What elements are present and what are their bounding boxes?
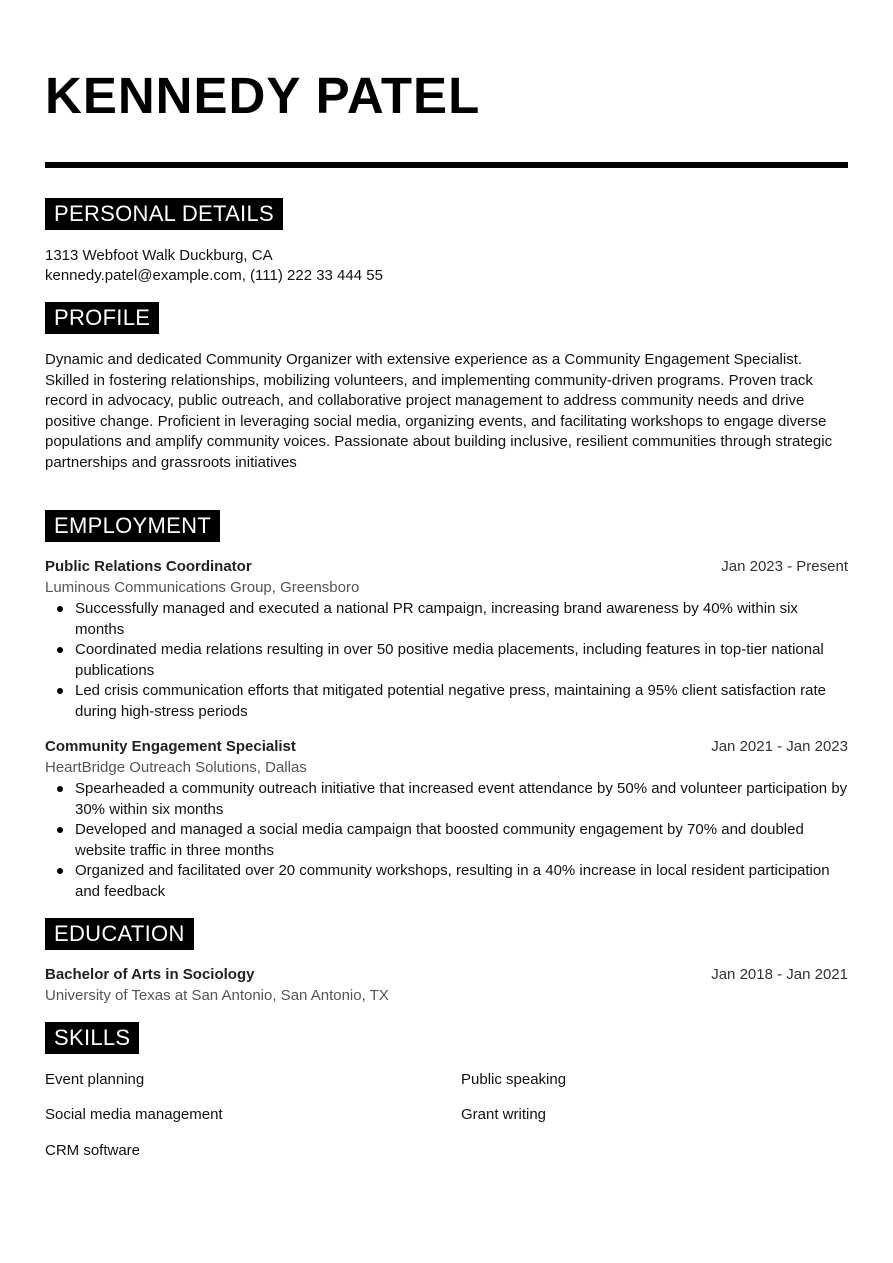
section-title-employment: EMPLOYMENT (45, 510, 220, 542)
section-title-profile: PROFILE (45, 302, 159, 334)
list-item: Spearheaded a community outreach initiative that increased event attendance by 50% and volunteer participation by 30% within six months (45, 779, 848, 820)
candidate-name: KENNEDY PATEL (45, 67, 481, 124)
job-title: Community Engagement Specialist (45, 738, 296, 755)
address-text: 1313 Webfoot Walk Duckburg, CA (45, 247, 273, 264)
skill-item: Public speaking (461, 1071, 567, 1088)
degree-title: Bachelor of Arts in Sociology (45, 966, 255, 983)
profile-summary: Dynamic and dedicated Community Organizer with extensive experience as a Community Engagement Specialist. Skilled in fostering relationships, mobilizing volunteers, and implementing community-driven programs. Proven track record in advocacy, public outreach, and collaborative project management to address community needs and drive positive change. Proficient in leveraging social media, organizing events, and facilitating workshops to engage diverse populations and amplify community voices. Passionate about building inclusive, resilient communities through strategic partnerships and grassroots initiatives (45, 351, 833, 471)
section-title-education: EDUCATION (45, 918, 194, 950)
education-date: Jan 2018 - Jan 2021 (711, 966, 848, 983)
job-organization: Luminous Communications Group, Greensboro (45, 579, 360, 596)
job-date: Jan 2021 - Jan 2023 (711, 738, 848, 755)
skill-item: Event planning (45, 1071, 145, 1088)
contact-text: kennedy.patel@example.com, (111) 222 33 444 55 (45, 267, 383, 284)
list-item: Successfully managed and executed a national PR campaign, increasing brand awareness by 40% within six months (45, 599, 848, 640)
job-achievements-list (45, 599, 848, 723)
header-divider (45, 162, 848, 168)
skill-item: Social media management (45, 1106, 223, 1123)
section-title-personal-details: PERSONAL DETAILS (45, 198, 283, 230)
job-achievements-list (45, 779, 848, 903)
skill-item: Grant writing (461, 1106, 547, 1123)
list-item: Led crisis communication efforts that mitigated potential negative press, maintaining a 95% client satisfaction rate during high-stress periods (45, 681, 848, 722)
list-item: Developed and managed a social media campaign that boosted community engagement by 70% and doubled website traffic in three months (45, 820, 848, 861)
skill-item: CRM software (45, 1142, 141, 1159)
job-title: Public Relations Coordinator (45, 558, 252, 575)
job-date: Jan 2023 - Present (721, 558, 848, 575)
section-title-skills: SKILLS (45, 1022, 139, 1054)
list-item: Coordinated media relations resulting in over 50 positive media placements, including features in top-tier national publications (45, 640, 848, 681)
job-organization: HeartBridge Outreach Solutions, Dallas (45, 759, 307, 776)
school-name: University of Texas at San Antonio, San Antonio, TX (45, 987, 389, 1004)
list-item: Organized and facilitated over 20 community workshops, resulting in a 40% increase in local resident participation and feedback (45, 861, 848, 902)
